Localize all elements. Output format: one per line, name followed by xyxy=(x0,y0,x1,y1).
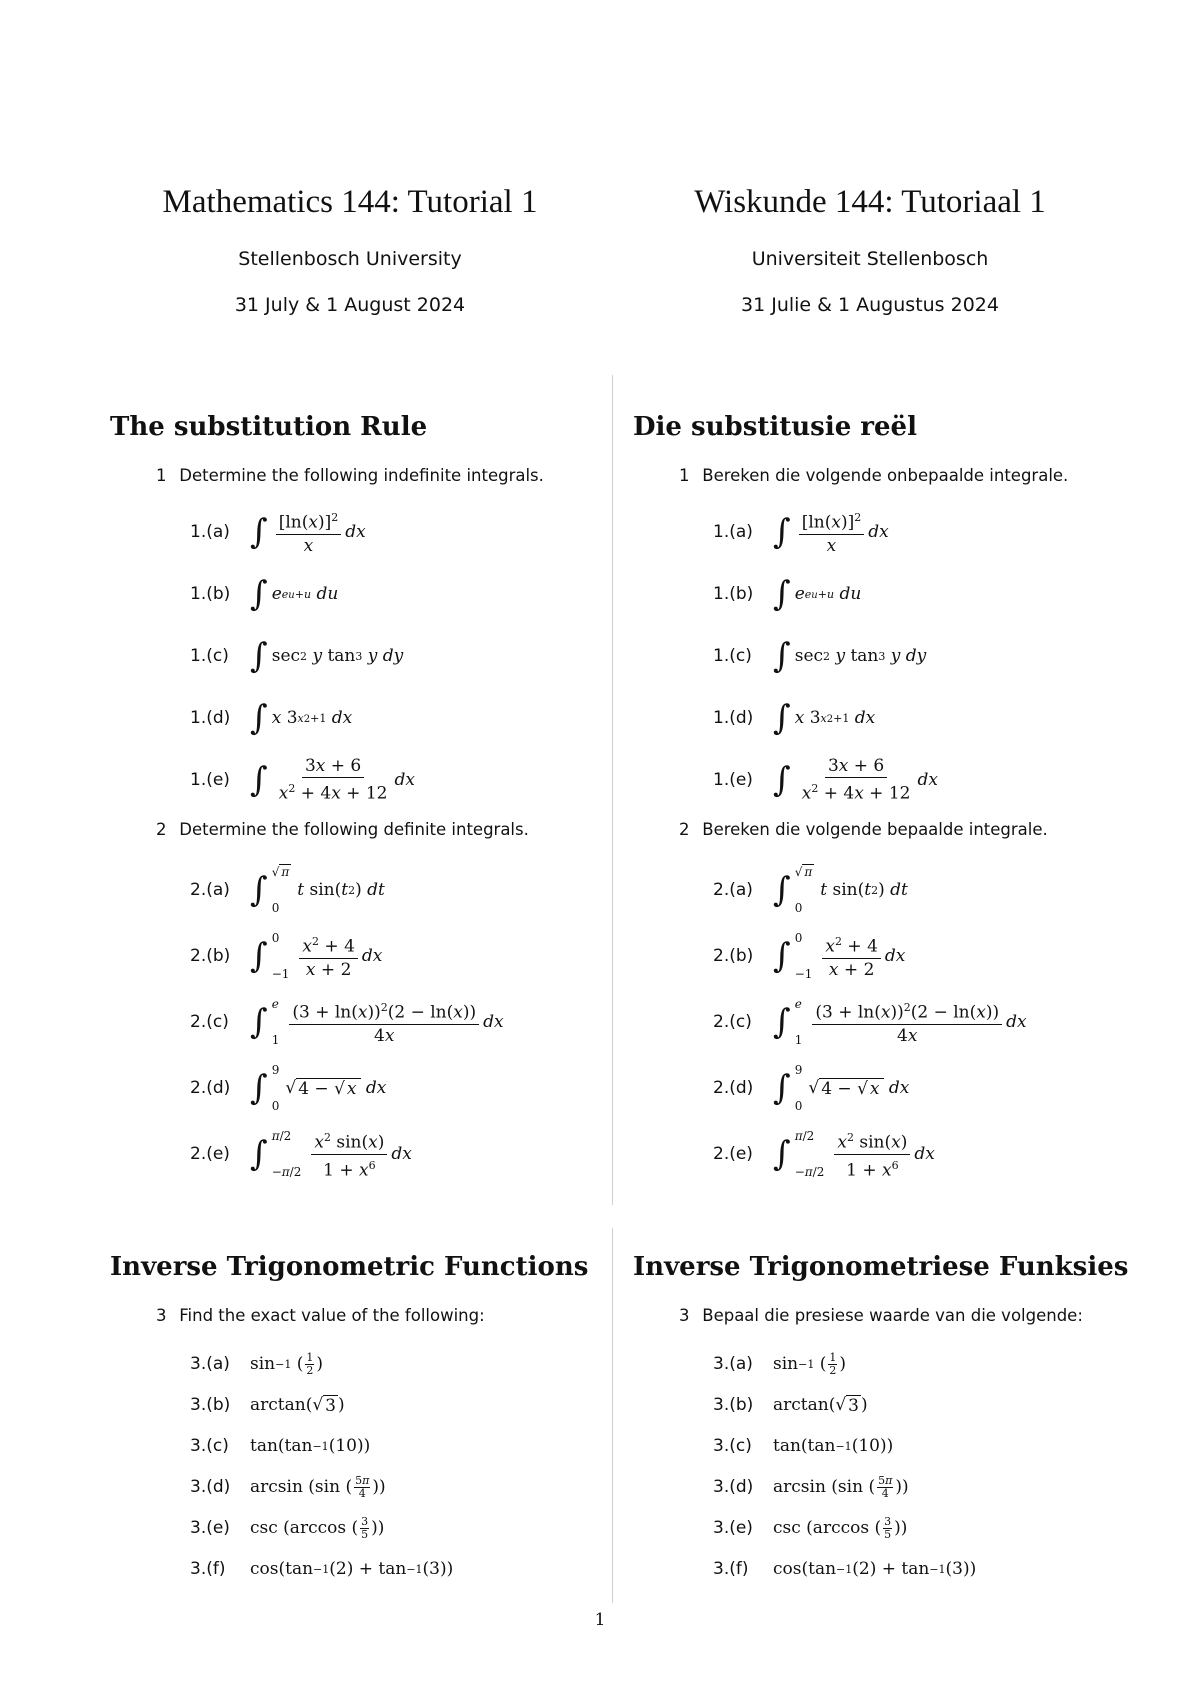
problem-label: 1.(b) xyxy=(190,584,231,604)
problem-1d: 1.(d) ∫ x 3 x2+1 dx xyxy=(713,698,876,738)
section-title-substitution: Die substitusie reël xyxy=(633,412,917,442)
problem-1b: 1.(b) ∫ e eu+u du xyxy=(190,574,339,614)
problem-2e: 2.(e) ∫ π/2 −π/2 $\frac{x^2 \sin(x)}{1 + x^6}$ dx xyxy=(713,1129,935,1181)
section-title-inverse-trig: Inverse Trigonometric Functions xyxy=(110,1252,589,1282)
problem-2c: 2.(c) ∫ e 1 $\frac{(3 + \ln(x))^2(2 - \ln(x))}{4x}$ dx xyxy=(190,997,504,1047)
question-1 xyxy=(679,466,1068,485)
question-1 xyxy=(156,466,544,485)
header-english xyxy=(90,180,610,318)
problem-label: 1.(e) xyxy=(713,770,753,790)
problem-label: 3.(f) xyxy=(190,1559,226,1579)
problem-label: 1.(d) xyxy=(190,708,231,728)
question-number: 1 xyxy=(679,466,690,485)
problem-label: 1.(b) xyxy=(713,584,754,604)
problem-label: 1.(a) xyxy=(713,522,753,542)
problem-1d: 1.(d) ∫ x 3 x2+1 dx xyxy=(190,698,353,738)
problem-1a: 1.(a) ∫ $\frac{[\ln(x)]^2}{x}$ dx xyxy=(190,504,366,560)
question-number: 3 xyxy=(679,1306,690,1325)
problem-label: 2.(b) xyxy=(713,946,754,966)
problem-label: 3.(d) xyxy=(713,1477,754,1497)
problem-label: 3.(c) xyxy=(713,1436,752,1456)
problem-label: 2.(e) xyxy=(713,1144,753,1164)
problem-label: 1.(e) xyxy=(190,770,230,790)
problem-3b: 3.(b) arctan(√ 3 ) xyxy=(713,1395,868,1416)
question-number: 2 xyxy=(156,820,167,839)
question-number: 1 xyxy=(156,466,167,485)
problem-label: 3.(a) xyxy=(713,1354,753,1374)
problem-3e: 3.(e) csc (arccos ( 3 5 )) xyxy=(713,1514,908,1541)
column-divider xyxy=(612,1228,613,1603)
problem-label: 3.(d) xyxy=(190,1477,231,1497)
question-text: Find the exact value of the following: xyxy=(179,1306,485,1325)
problem-label: 3.(b) xyxy=(713,1395,754,1415)
problem-3f: 3.(f) cos(tan −1 (2) + tan −1 (3)) xyxy=(713,1559,977,1579)
problem-label: 3.(b) xyxy=(190,1395,231,1415)
problem-1c: 1.(c) ∫ sec 2 y tan 3 y dy xyxy=(713,636,927,676)
problem-label: 1.(a) xyxy=(190,522,230,542)
question-3 xyxy=(679,1306,1083,1325)
problem-label: 2.(e) xyxy=(190,1144,230,1164)
problem-label: 2.(d) xyxy=(713,1078,754,1098)
question-2 xyxy=(679,820,1048,839)
problem-label: 3.(c) xyxy=(190,1436,229,1456)
section-title-inverse-trig: Inverse Trigonometriese Funksies xyxy=(633,1252,1129,1282)
problem-label: 2.(b) xyxy=(190,946,231,966)
problem-1b: 1.(b) ∫ e eu+u du xyxy=(713,574,862,614)
problem-1c: 1.(c) ∫ sec 2 y tan 3 y dy xyxy=(190,636,404,676)
problem-3c: 3.(c) tan(tan −1 (10)) xyxy=(713,1436,894,1456)
problem-label: 2.(c) xyxy=(713,1012,752,1032)
problem-label: 3.(e) xyxy=(713,1518,753,1538)
problem-3e: 3.(e) csc (arccos ( 3 5 )) xyxy=(190,1514,385,1541)
page-title: Wiskunde 144: Tutoriaal 1 xyxy=(694,184,1046,220)
problem-2a: 2.(a) ∫ √ π 0 t sin( t 2 ) dt xyxy=(190,865,385,915)
problem-3d: 3.(d) arcsin (sin ( 5π 4 )) xyxy=(713,1473,909,1500)
question-2 xyxy=(156,820,529,839)
problem-3f: 3.(f) cos(tan −1 (2) + tan −1 (3)) xyxy=(190,1559,454,1579)
problem-3b: 3.(b) arctan(√ 3 ) xyxy=(190,1395,345,1416)
question-text: Bereken die volgende bepaalde integrale. xyxy=(702,820,1048,839)
university-name: Stellenbosch University xyxy=(238,248,462,270)
problem-label: 2.(c) xyxy=(190,1012,229,1032)
question-3 xyxy=(156,1306,485,1325)
problem-2e: 2.(e) ∫ π/2 −π/2 $\frac{x^2 \sin(x)}{1 + x^6}$ dx xyxy=(190,1129,412,1181)
problem-label: 3.(a) xyxy=(190,1354,230,1374)
university-name: Universiteit Stellenbosch xyxy=(751,248,989,270)
problem-label: 3.(e) xyxy=(190,1518,230,1538)
problem-label: 2.(a) xyxy=(713,880,753,900)
column-divider xyxy=(612,375,613,1205)
problem-label: 2.(d) xyxy=(190,1078,231,1098)
problem-1a: 1.(a) ∫ $\frac{[\ln(x)]^2}{x}$ dx xyxy=(713,504,889,560)
problem-label: 2.(a) xyxy=(190,880,230,900)
problem-3a: 3.(a) sin −1 ( 1 2 ) xyxy=(713,1350,847,1377)
question-text: Determine the following indefinite integrals. xyxy=(179,466,544,485)
question-text: Bereken die volgende onbepaalde integrale. xyxy=(702,466,1069,485)
problem-2d: 2.(d) ∫ 9 0 √ 4 − √ x dx xyxy=(190,1063,387,1113)
problem-label: 3.(f) xyxy=(713,1559,749,1579)
problem-2b: 2.(b) ∫ 0 −1 $\frac{x^2 + 4}{x + 2}$ dx xyxy=(713,931,906,981)
problem-1e: 1.(e) ∫ $\frac{3x + 6}{x^2 + 4x + 12}$ dx xyxy=(190,756,415,804)
problem-label: 1.(c) xyxy=(190,646,229,666)
problem-1e: 1.(e) ∫ $\frac{3x + 6}{x^2 + 4x + 12}$ dx xyxy=(713,756,938,804)
tutorial-date: 31 Julie & 1 Augustus 2024 xyxy=(741,294,999,316)
problem-3a: 3.(a) sin −1 ( 1 2 ) xyxy=(190,1350,324,1377)
question-number: 3 xyxy=(156,1306,167,1325)
problem-3c: 3.(c) tan(tan −1 (10)) xyxy=(190,1436,371,1456)
tutorial-date: 31 July & 1 August 2024 xyxy=(234,294,466,316)
page-title: Mathematics 144: Tutorial 1 xyxy=(162,184,538,220)
header-afrikaans xyxy=(610,180,1130,318)
question-text: Bepaal die presiese waarde van die volgende: xyxy=(702,1306,1083,1325)
problem-label: 1.(d) xyxy=(713,708,754,728)
problem-2a: 2.(a) ∫ √ π 0 t sin( t 2 ) dt xyxy=(713,865,908,915)
page-number: 1 xyxy=(594,1610,606,1630)
section-title-substitution: The substitution Rule xyxy=(110,412,428,442)
problem-2d: 2.(d) ∫ 9 0 √ 4 − √ x dx xyxy=(713,1063,910,1113)
problem-label: 1.(c) xyxy=(713,646,752,666)
question-text: Determine the following definite integrals. xyxy=(179,820,529,839)
problem-2c: 2.(c) ∫ e 1 $\frac{(3 + \ln(x))^2(2 - \ln(x))}{4x}$ dx xyxy=(713,997,1027,1047)
problem-2b: 2.(b) ∫ 0 −1 $\frac{x^2 + 4}{x + 2}$ dx xyxy=(190,931,383,981)
problem-3d: 3.(d) arcsin (sin ( 5π 4 )) xyxy=(190,1473,386,1500)
question-number: 2 xyxy=(679,820,690,839)
